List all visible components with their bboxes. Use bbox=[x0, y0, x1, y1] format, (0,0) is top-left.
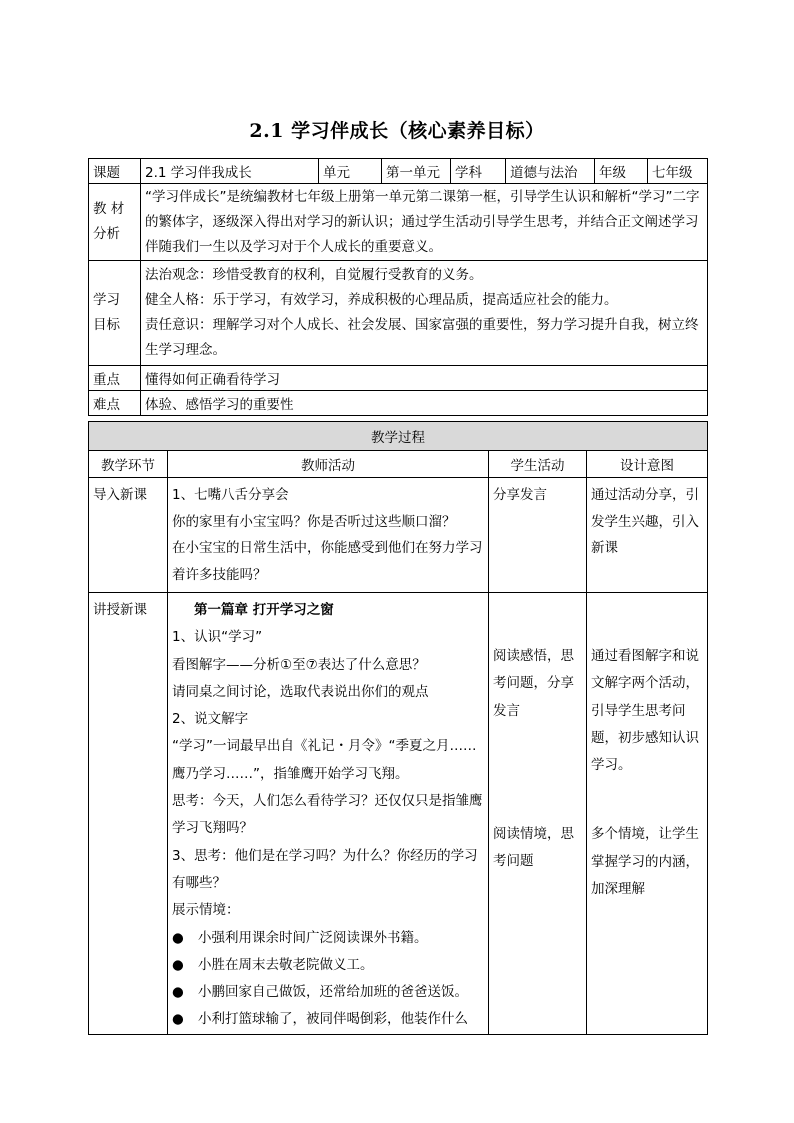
grade-value: 七年级 bbox=[648, 159, 708, 184]
intro-teacher-line: 1、七嘴八舌分享会 bbox=[172, 487, 289, 503]
analysis-text: “学习伴成长”是统编教材七年级上册第一单元第二课第一框，引导学生认识和解析“学习”二字的繁体字，逐级深入得出对学习的新认识；通过学生活动引导学生思考，并结合正文阐述学习伴随我们一生以及学习对于个人成长的重要意义。 bbox=[141, 184, 708, 261]
key-point-text: 懂得如何正确看待学习 bbox=[141, 366, 708, 391]
intro-teacher-line: 在小宝宝的日常生活中，你能感受到他们在努力学习着许多技能吗？ bbox=[172, 540, 483, 583]
bullet-icon: ● bbox=[172, 984, 184, 1001]
main-teacher-line: 请同桌之间讨论，选取代表说出你们的观点 bbox=[172, 683, 429, 700]
main-teacher-line: “学习”一词最早出自《礼记・月令》“季夏之月……鹰乃学习……”，指雏鹰开始学习飞翔。 bbox=[172, 738, 477, 782]
bullet-icon: ● bbox=[172, 929, 184, 946]
main-row bbox=[89, 593, 708, 1035]
main-student-text-2: 阅读情境，思考问题 bbox=[493, 825, 574, 870]
process-table bbox=[88, 421, 708, 1035]
main-teacher-line: 展示情境： bbox=[172, 902, 240, 919]
main-teacher-line: 1、认识“学习” bbox=[172, 629, 263, 646]
situation-item bbox=[172, 979, 484, 1006]
process-header-row bbox=[89, 451, 708, 478]
process-heading: 教学过程 bbox=[89, 422, 708, 451]
difficulty-row bbox=[89, 391, 708, 416]
page-title: 2.1 学习伴成长（核心素养目标） bbox=[249, 120, 545, 142]
grade-label: 年级 bbox=[595, 159, 648, 184]
bullet-icon: ● bbox=[172, 1011, 184, 1028]
main-teacher-line: 思考：今天，人们怎么看待学习？还仅仅只是指雏鹰学习飞翔吗？ bbox=[172, 793, 483, 837]
intro-teacher-line: 你的家里有小宝宝吗？你是否听过这些顺口溜？ bbox=[172, 513, 456, 530]
header-teacher: 教师活动 bbox=[168, 451, 489, 478]
situation-item bbox=[172, 925, 484, 952]
goals-label: 学习 目标 bbox=[89, 261, 141, 366]
key-point-row bbox=[89, 366, 708, 391]
main-stage: 讲授新课 bbox=[89, 593, 168, 1035]
main-teacher bbox=[168, 593, 489, 1035]
analysis-row bbox=[89, 184, 708, 261]
goals-row bbox=[89, 261, 708, 366]
intro-teacher bbox=[168, 478, 489, 593]
situation-text: 小胜在周末去敬老院做义工。 bbox=[198, 956, 374, 973]
topic-label: 课题 bbox=[89, 159, 141, 184]
main-student-text-1: 阅读感悟，思考问题，分享发言 bbox=[493, 648, 574, 719]
analysis-label: 教 材 分析 bbox=[89, 184, 141, 261]
intro-row bbox=[89, 478, 708, 593]
intro-student: 分享发言 bbox=[489, 478, 587, 593]
topic-value: 2.1 学习伴我成长 bbox=[141, 159, 319, 184]
situation-item bbox=[172, 1006, 484, 1033]
situation-text: 小利打篮球输了，被同伴喝倒彩，他装作什么 bbox=[198, 1011, 468, 1028]
difficulty-text: 体验、感悟学习的重要性 bbox=[141, 391, 708, 416]
main-teacher-line: 看图解字——分析①至⑦表达了什么意思？ bbox=[172, 656, 426, 673]
difficulty-label: 难点 bbox=[89, 391, 141, 416]
situation-text: 小强利用课余时间广泛阅读课外书籍。 bbox=[198, 929, 428, 946]
header-stage: 教学环节 bbox=[89, 451, 168, 478]
intro-stage: 导入新课 bbox=[89, 478, 168, 593]
header-purpose: 设计意图 bbox=[587, 451, 708, 478]
key-point-label: 重点 bbox=[89, 366, 141, 391]
lesson-info-table bbox=[88, 158, 708, 416]
unit-label: 单元 bbox=[319, 159, 382, 184]
bullet-icon: ● bbox=[172, 956, 184, 973]
goal-item: 健全人格：乐于学习，有效学习，养成积极的心理品质，提高适应社会的能力。 bbox=[145, 292, 618, 308]
main-purpose bbox=[587, 593, 708, 1035]
main-teacher-line: 2、说文解字 bbox=[172, 711, 249, 728]
goals-text bbox=[141, 261, 708, 366]
goal-item: 责任意识：理解学习对个人成长、社会发展、国家富强的重要性，努力学习提升自我，树立终生学习理念。 bbox=[145, 317, 699, 358]
chapter-title: 第一篇章 打开学习之窗 bbox=[194, 602, 334, 618]
info-row bbox=[89, 159, 708, 184]
main-purpose-text-1: 通过看图解字和说文解字两个活动，引导学生思考问题，初步感知认识学习。 bbox=[591, 648, 699, 774]
intro-purpose: 通过活动分享，引发学生兴趣，引入新课 bbox=[587, 478, 708, 593]
unit-value: 第一单元 bbox=[382, 159, 451, 184]
goal-item: 法治观念：珍惜受教育的权利，自觉履行受教育的义务。 bbox=[145, 267, 483, 283]
main-student bbox=[489, 593, 587, 1035]
subject-value: 道德与法治 bbox=[506, 159, 595, 184]
situation-item bbox=[172, 952, 484, 979]
main-teacher-line: 3、思考：他们是在学习吗？为什么？你经历的学习有哪些？ bbox=[172, 847, 478, 891]
situation-text: 小鹏回家自己做饭，还常给加班的爸爸送饭。 bbox=[198, 984, 468, 1001]
main-purpose-text-2: 多个情境，让学生掌握学习的内涵，加深理解 bbox=[591, 826, 699, 898]
header-student: 学生活动 bbox=[489, 451, 587, 478]
subject-label: 学科 bbox=[451, 159, 506, 184]
